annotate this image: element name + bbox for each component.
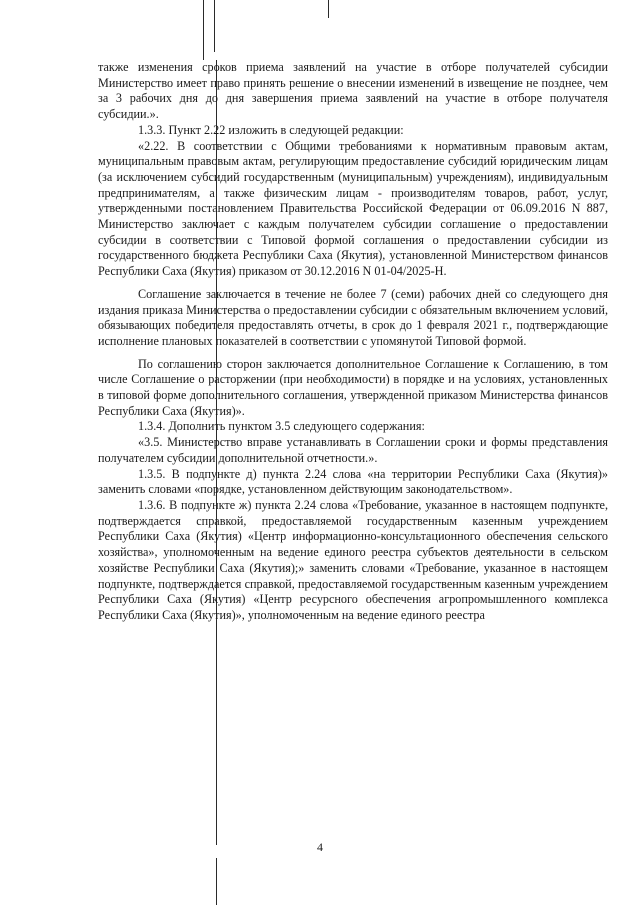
scan-fold-line — [203, 0, 204, 60]
page-number: 4 — [317, 840, 323, 854]
paragraph: 1.3.6. В подпункте ж) пункта 2.24 слова «Требование, указанное в настоящем подпункте, подтверждается справкой, предоставляемой государственным казенным учреждением Республики Саха (Якутия) «Центр информационно-консультационного обеспечения сельского хозяйства», уполномоченным на ведение единого реестра субъектов деятельности в сельском хозяйстве Республики Саха (Якутия);» заменить словами «Требование, указанное в настоящем подпункте, подтверждается справкой, предоставляемой государственным казенным учреждением Республики Саха (Якутия) «Центр ресурсного обеспечения агропромышленного комплекса Республики Саха (Якутия)», уполномоченным на ведение единого реестра — [98, 497, 608, 622]
paragraph: 1.3.4. Дополнить пунктом 3.5 следующего содержания: — [138, 419, 425, 434]
scan-fold-line — [216, 858, 217, 905]
paragraph: «2.22. В соответствии с Общими требованиями к нормативным правовым актам, муниципальным правовым актам, регулирующим предоставление субсидий юридическим лицам (за исключением субсидий государственным (муниципальным) учреждениям), индивидуальным предпринимателям, а также физическим лицам - производителям товаров, работ, услуг, утвержденными постановлением Правительства Российской Федерации от 06.09.2016 N 887, Министерство заключает с каждым получателем субсидии соглашение о предоставлении субсидии в соответствии с Типовой формой соглашения о предоставлении субсидии из государственного бюджета Республики Саха (Якутия), установленной Министерством финансов Республики Саха (Якутия) приказом от 30.12.2016 N 01-04/2025-Н. — [98, 138, 608, 279]
paragraph: «3.5. Министерство вправе устанавливать в Соглашении сроки и формы представления получателем субсидии дополнительной отчетности.». — [98, 435, 608, 465]
scan-fold-line — [328, 0, 329, 18]
scan-fold-line — [214, 0, 215, 52]
paragraph: По соглашению сторон заключается дополнительное Соглашение к Соглашению, в том числе Соглашение о расторжении (при необходимости) в порядке и на условиях, установленных в типовой форме дополнительного соглашения, утвержденной приказом Министерства финансов Республики Саха (Якутия)». — [98, 356, 608, 418]
document-body — [98, 60, 608, 624]
paragraph: Соглашение заключается в течение не более 7 (семи) рабочих дней со следующего дня издания приказа Министерства о предоставлении субсидии с обязательным включением условий, обязывающих победителя предоставлять отчеты, в срок до 1 февраля 2021 г., подтверждающие исполнение плановых показателей в соответствии с упомянутой Типовой формой. — [98, 286, 608, 348]
paragraph: 1.3.3. Пункт 2.22 изложить в следующей редакции: — [138, 122, 404, 137]
paragraph: 1.3.5. В подпункте д) пункта 2.24 слова «на территории Республики Саха (Якутия)» заменить словами «порядке, установленном действующим законодательством». — [98, 466, 608, 497]
paragraph: также изменения сроков приема заявлений на участие в отборе получателей субсидии Министерство имеет право принять решение о внесении изменений в извещение не позднее, чем за 3 рабочих дня до дня завершения приема заявлений на участие в отборе получателя субсидии.». — [98, 60, 608, 122]
